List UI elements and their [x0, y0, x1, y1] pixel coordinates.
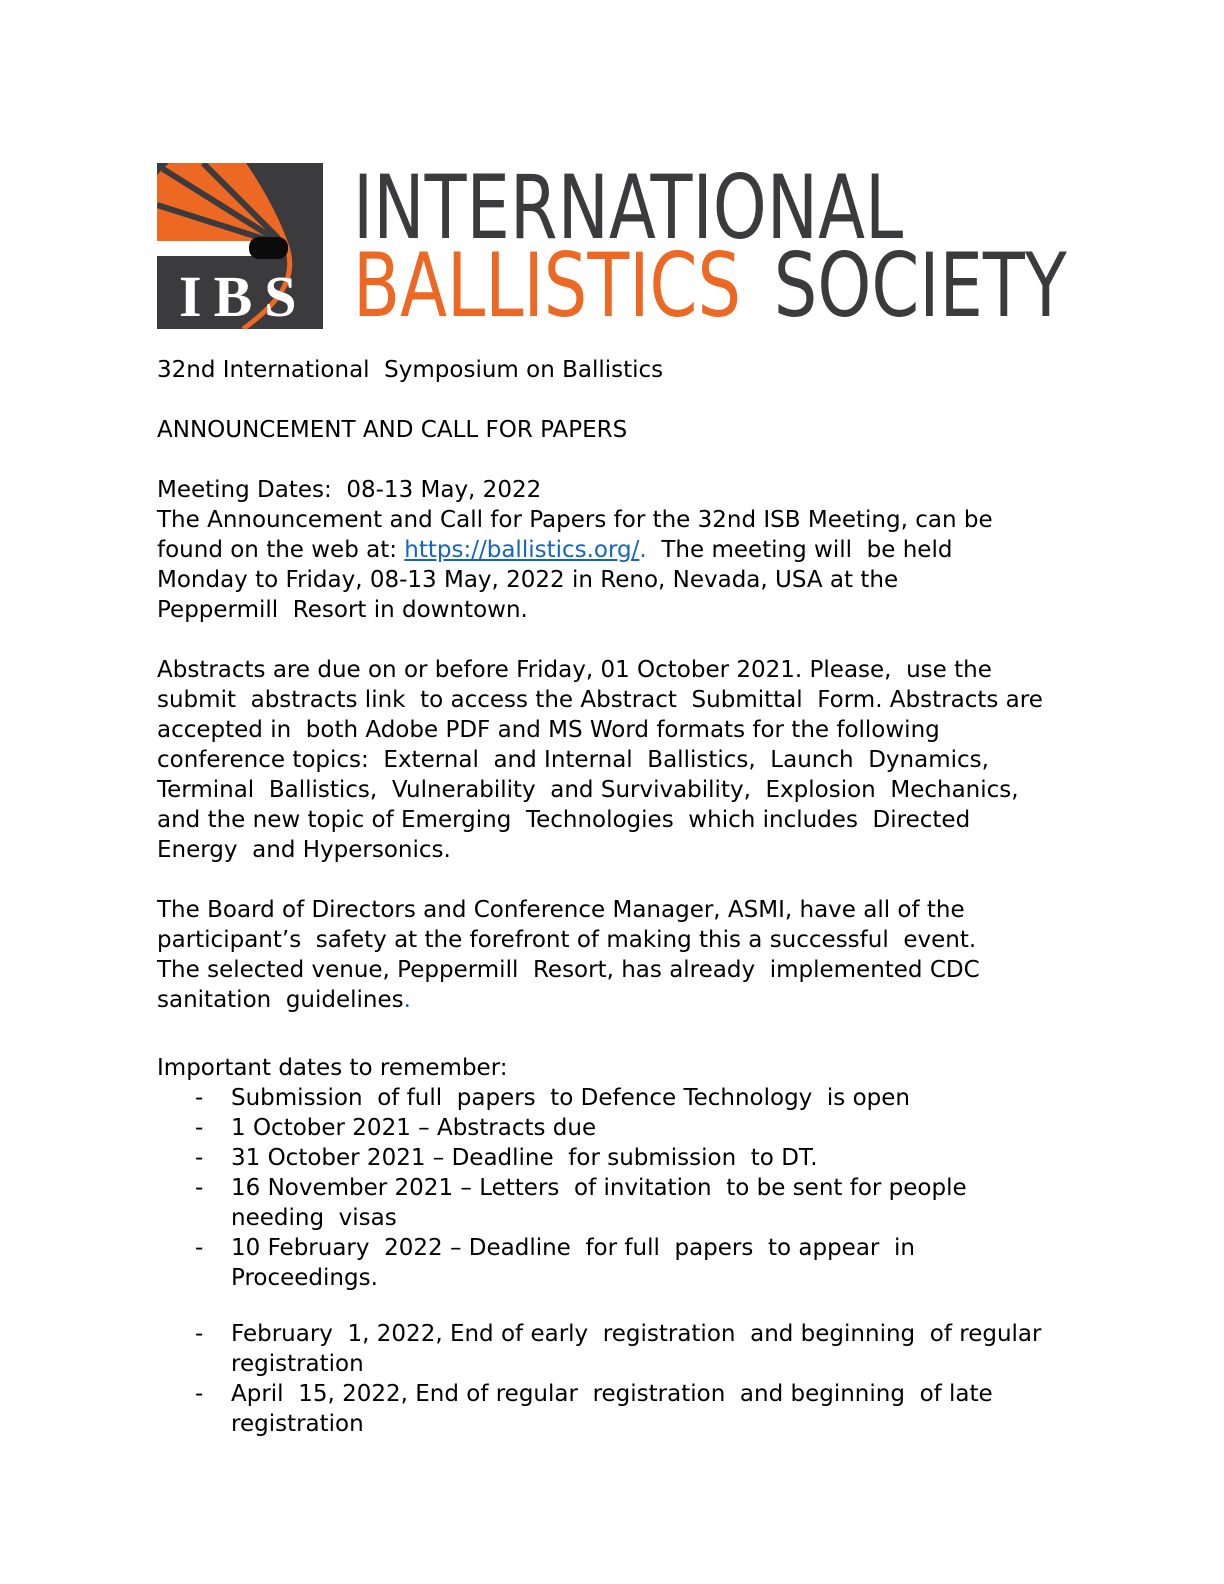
wordmark-ballistics: BALLISTICS [353, 234, 742, 337]
text-line: 10 February 2022 – Deadline for full papers to appear in [231, 1235, 915, 1261]
text-line: needing visas [231, 1205, 397, 1231]
wordmark-international: INTERNATIONAL [353, 156, 904, 259]
text-line: participant’s safety at the forefront of making this a successful event. [157, 927, 977, 953]
ibs-letters: IBS [179, 264, 309, 329]
board-paragraph-lines [157, 895, 1184, 985]
important-date-item [157, 1233, 1184, 1293]
text-line: 1 October 2021 – Abstracts due [231, 1115, 597, 1141]
meeting-dates-line: Meeting Dates: 08-13 May, 2022 [157, 477, 542, 503]
important-date-item-text [231, 1083, 1184, 1113]
link-suffix-text: The meeting will be held [646, 537, 953, 563]
important-dates-list [157, 1083, 1184, 1439]
important-date-item-text [231, 1379, 1184, 1439]
list-dash: - [195, 1381, 204, 1407]
text-line-with-link [157, 535, 1184, 565]
text-line: The selected venue, Peppermill Resort, has already implemented CDC [157, 957, 980, 983]
board-blue-period: . [403, 987, 411, 1013]
text-line: registration [231, 1351, 364, 1377]
wordmark-ballistics-society [353, 234, 1067, 337]
board-last-line-text: sanitation guidelines [157, 987, 404, 1013]
text-line: 31 October 2021 – Deadline for submission to DT. [231, 1145, 818, 1171]
important-date-item [157, 1319, 1184, 1379]
board-paragraph [157, 895, 1184, 1015]
list-dash: - [195, 1175, 204, 1201]
important-dates-section [157, 1053, 1184, 1439]
important-date-item-text [231, 1143, 1184, 1173]
board-last-line [157, 985, 1184, 1015]
abstracts-paragraph [157, 655, 1184, 865]
important-date-item-text [231, 1173, 1184, 1233]
text-line: The Board of Directors and Conference Manager, ASMI, have all of the [157, 897, 965, 923]
list-dash: - [195, 1235, 204, 1261]
important-date-item [157, 1173, 1184, 1233]
ballistics-org-link[interactable]: https://ballistics.org/ [404, 537, 640, 563]
important-date-item [157, 1143, 1184, 1173]
text-line: Submission of full papers to Defence Technology is open [231, 1085, 910, 1111]
text-line: April 15, 2022, End of regular registration and beginning of late [231, 1381, 993, 1407]
text-line: 16 November 2021 – Letters of invitation to be sent for people [231, 1175, 967, 1201]
text-line: February 1, 2022, End of early registration and beginning of regular [231, 1321, 1042, 1347]
important-date-item-text [231, 1319, 1184, 1379]
list-dash: - [195, 1145, 204, 1171]
text-line: Abstracts are due on or before Friday, 01 October 2021. Please, use the [157, 657, 992, 683]
ibs-logo-icon [157, 163, 323, 329]
text-line: accepted in both Adobe PDF and MS Word formats for the following [157, 717, 940, 743]
ibs-wordmark [353, 156, 1224, 337]
wordmark-society: SOCIETY [773, 234, 1067, 337]
meeting-paragraph [157, 475, 1184, 625]
important-date-item-text [231, 1113, 1184, 1143]
text-line: submit abstracts link to access the Abstract Submittal Form. Abstracts are [157, 687, 1043, 713]
important-date-item-text [231, 1233, 1184, 1293]
important-date-item [157, 1113, 1184, 1143]
text-line: and the new topic of Emerging Technologies which includes Directed [157, 807, 971, 833]
text-line: Proceedings. [231, 1265, 378, 1291]
ibs-logo [157, 156, 1184, 337]
text-line: conference topics: External and Internal Ballistics, Launch Dynamics, [157, 747, 989, 773]
text-line: The Announcement and Call for Papers for the 32nd ISB Meeting, can be [157, 507, 993, 533]
important-date-item [157, 1379, 1184, 1439]
important-dates-heading: Important dates to remember: [157, 1055, 508, 1081]
list-dash: - [195, 1115, 204, 1141]
text-line: registration [231, 1411, 364, 1437]
link-prefix-text: found on the web at: [157, 537, 405, 563]
announcement-title: ANNOUNCEMENT AND CALL FOR PAPERS [157, 417, 628, 443]
text-line: Energy and Hypersonics. [157, 837, 451, 863]
list-dash: - [195, 1321, 204, 1347]
text-line: Peppermill Resort in downtown. [157, 597, 528, 623]
text-line: Monday to Friday, 08-13 May, 2022 in Reno, Nevada, USA at the [157, 567, 899, 593]
list-dash: - [195, 1085, 204, 1111]
link-period: . [639, 537, 647, 563]
symposium-title: 32nd International Symposium on Ballistics [157, 357, 664, 383]
important-date-item [157, 1083, 1184, 1113]
text-line: Terminal Ballistics, Vulnerability and Survivability, Explosion Mechanics, [157, 777, 1019, 803]
